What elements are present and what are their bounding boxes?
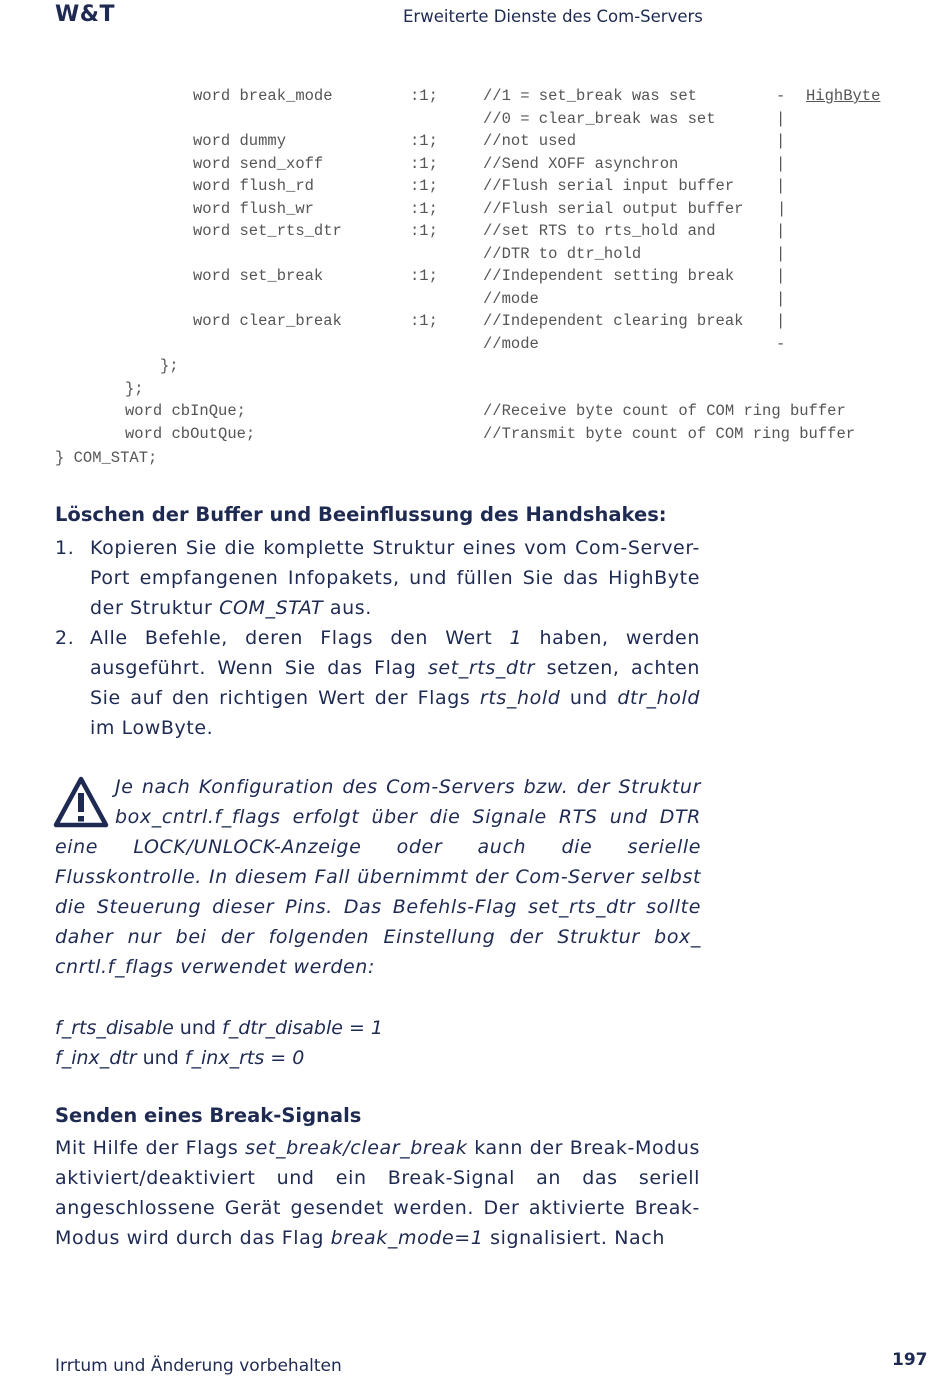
code-bits: :1; bbox=[410, 154, 438, 173]
step-text: aus. bbox=[323, 597, 372, 619]
code-bracket-mark: | bbox=[776, 222, 786, 240]
paragraph-text: signalisiert. Nach bbox=[483, 1227, 665, 1249]
code-bracket-mark: | bbox=[776, 289, 786, 308]
code-bracket-mark: | bbox=[776, 154, 786, 173]
code-bracket-mark: | bbox=[777, 199, 787, 218]
body-paragraph bbox=[55, 1133, 700, 1253]
code-bracket-mark: | bbox=[776, 132, 786, 150]
step-text: setzen, achten Sie auf den richtigen Wert der Flags bbox=[90, 657, 700, 709]
code-close-brace: }; bbox=[125, 379, 144, 398]
paragraph-text: Mit Hilfe der Flags bbox=[55, 1137, 246, 1159]
flag-name: dtr_hold bbox=[617, 687, 700, 709]
step-text: im LowByte. bbox=[90, 717, 214, 739]
code-decl: word cbInQue; bbox=[125, 402, 246, 420]
code-decl: word send_xoff bbox=[193, 154, 324, 173]
code-bracket-mark: | bbox=[776, 312, 786, 330]
code-bits: :1; bbox=[410, 132, 438, 150]
brand-logo: W&T bbox=[55, 2, 115, 27]
code-bracket-mark: | bbox=[776, 244, 786, 263]
code-comment: //Send XOFF asynchron bbox=[483, 154, 679, 173]
code-bits: :1; bbox=[410, 87, 438, 105]
flag-value: 1 bbox=[509, 627, 523, 649]
code-decl: word clear_break bbox=[193, 312, 342, 330]
code-bracket-mark: | bbox=[776, 267, 786, 285]
code-comment: //Independent setting break bbox=[483, 267, 735, 285]
flag-name: set_rts_dtr bbox=[427, 657, 536, 679]
page-number: 197 bbox=[892, 1350, 928, 1370]
code-bits: :1; bbox=[410, 199, 438, 218]
code-listing bbox=[0, 86, 950, 476]
step-text: Kopieren Sie die komplette Struktur eines vom Com-Server-Port empfangenen Infopakets, und füllen Sie das HighByte der Struktur bbox=[90, 537, 700, 619]
list-item bbox=[55, 623, 700, 743]
warning-note bbox=[55, 772, 701, 982]
code-comment: //Transmit byte count of COM ring buffer bbox=[483, 424, 856, 443]
code-comment: //0 = clear_break was set bbox=[483, 109, 716, 128]
code-decl: word dummy bbox=[193, 132, 287, 150]
flag-name: rts_hold bbox=[479, 687, 561, 709]
list-item bbox=[55, 533, 700, 623]
code-decl: word flush_wr bbox=[193, 199, 314, 218]
code-bits: :1; bbox=[410, 222, 438, 240]
code-close-brace: }; bbox=[160, 357, 179, 375]
conjunction: und bbox=[136, 1047, 185, 1069]
conjunction: und bbox=[173, 1017, 222, 1039]
list-number: 2. bbox=[55, 627, 75, 649]
code-bits: :1; bbox=[410, 177, 438, 195]
code-comment: //Flush serial input buffer bbox=[483, 177, 735, 195]
code-bracket-mark: - bbox=[776, 87, 786, 105]
running-title: Erweiterte Dienste des Com-Servers bbox=[403, 7, 703, 26]
code-highbyte-label: HighByte bbox=[806, 87, 881, 105]
step-text: haben, werden ausgeführt. Wenn Sie das Flag bbox=[90, 627, 700, 679]
step-text: und bbox=[560, 687, 618, 709]
code-bracket-mark: | bbox=[776, 109, 786, 128]
code-comment: //mode bbox=[483, 334, 539, 353]
section-heading: Löschen der Buffer und Beeinflussung des Handshakes: bbox=[55, 503, 667, 526]
code-comment: //set RTS to rts_hold and bbox=[483, 222, 716, 240]
code-bracket-mark: - bbox=[776, 334, 786, 353]
struct-name: COM_STAT bbox=[219, 597, 324, 619]
paragraph-text: kann der Break-Modus aktiviert/deaktiviert und ein Break-Signal an das seriell angeschlossene Gerät gesendet werden. Der aktivierte Break-Modus wird durch das Flag bbox=[55, 1137, 701, 1249]
code-comment: //Flush serial output buffer bbox=[483, 199, 744, 218]
code-decl: word cbOutQue; bbox=[125, 424, 256, 443]
section-heading: Senden eines Break-Signals bbox=[55, 1104, 362, 1127]
setting-line bbox=[55, 1043, 304, 1073]
code-comment: //Receive byte count of COM ring buffer bbox=[483, 402, 846, 420]
code-comment: //1 = set_break was set bbox=[483, 87, 697, 105]
code-bracket-mark: | bbox=[776, 177, 786, 195]
code-comment: //Independent clearing break bbox=[483, 312, 744, 330]
code-bits: :1; bbox=[410, 267, 438, 285]
code-decl: word set_rts_dtr bbox=[193, 222, 342, 240]
code-comment: //not used bbox=[483, 132, 577, 150]
code-decl: word break_mode bbox=[193, 87, 333, 105]
flag-name: f_rts_disable bbox=[55, 1017, 174, 1039]
footer-disclaimer: Irrtum und Änderung vorbehalten bbox=[55, 1356, 342, 1376]
step-text: Alle Befehle, deren Flags den Wert bbox=[90, 627, 510, 649]
flag-name: break_mode=1 bbox=[330, 1227, 484, 1249]
code-decl: word set_break bbox=[193, 267, 324, 285]
code-decl: word flush_rd bbox=[193, 177, 314, 195]
flag-name: f_inx_dtr bbox=[55, 1047, 137, 1069]
code-comment: //mode bbox=[483, 289, 539, 308]
code-bits: :1; bbox=[410, 312, 438, 330]
code-comment: //DTR to dtr_hold bbox=[483, 244, 642, 263]
flag-name: set_break/clear_break bbox=[245, 1137, 468, 1159]
setting-line bbox=[55, 1013, 383, 1043]
flag-name: f_inx_rts = 0 bbox=[184, 1047, 305, 1069]
warning-text: Je nach Konfiguration des Com-Servers bzw. der Struktur box_cntrl.f_flags erfolgt über die Signale RTS und DTR eine LOCK/UNLOCK-Anzeige oder auch die serielle Flusskontrolle. In diesem Fall übernimmt der Com-Server selbst die Steuerung dieser Pins. Das Befehls-Flag set_rts_dtr sollte daher nur bei der folgenden Einstellung der Struktur box_ cnrtl.f_flags verwendet werden: bbox=[55, 776, 701, 978]
code-close-struct: } COM_STAT; bbox=[55, 449, 158, 467]
steps-list bbox=[55, 533, 700, 743]
list-number: 1. bbox=[55, 537, 75, 559]
flag-name: f_dtr_disable = 1 bbox=[222, 1017, 384, 1039]
